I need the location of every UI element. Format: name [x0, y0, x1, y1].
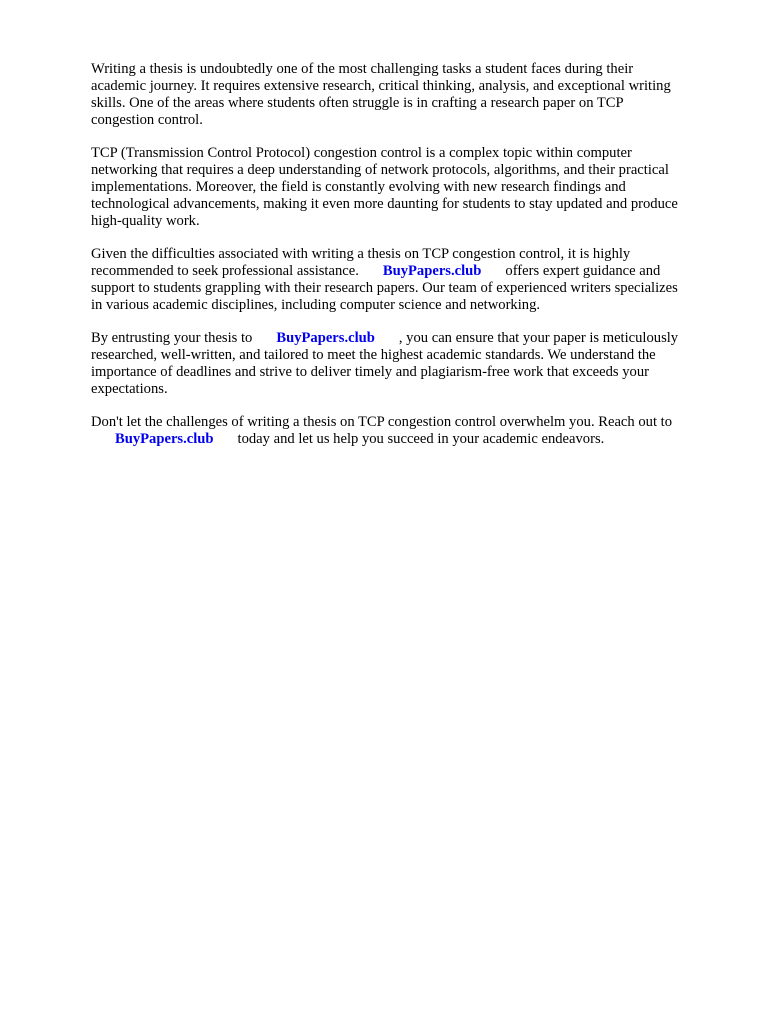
- text-line: Don't let the challenges of writing a thesis on TCP congestion control overwhelm you. Reach out to: [91, 414, 672, 430]
- text-segment: recommended to seek professional assistance.: [91, 263, 359, 279]
- text-line: skills. One of the areas where students often struggle is in crafting a research paper on TCP: [91, 95, 624, 111]
- text-line: researched, well-written, and tailored to meet the highest academic standards. We understand the: [91, 347, 656, 363]
- text-line: high-quality work.: [91, 213, 200, 229]
- text-line: [91, 330, 721, 347]
- text-line: TCP (Transmission Control Protocol) congestion control is a complex topic within computer: [91, 145, 632, 161]
- text-line: implementations. Moreover, the field is constantly evolving with new research findings and: [91, 179, 626, 195]
- text-segment: offers expert guidance and: [505, 263, 661, 279]
- text-line: congestion control.: [91, 112, 203, 128]
- text-line: academic journey. It requires extensive research, critical thinking, analysis, and exceptional writing: [91, 78, 671, 94]
- document-body: [91, 61, 721, 464]
- text-line: in various academic disciplines, including computer science and networking.: [91, 297, 541, 313]
- text-line: importance of deadlines and strive to deliver timely and plagiarism-free work that exceeds your: [91, 364, 650, 380]
- text-segment: today and let us help you succeed in your academic endeavors.: [237, 431, 605, 447]
- text-line: technological advancements, making it even more daunting for students to stay updated and produce: [91, 196, 678, 212]
- buypapers-link[interactable]: BuyPapers.club: [382, 263, 482, 279]
- text-line: [91, 431, 721, 448]
- text-line: networking that requires a deep understanding of network protocols, algorithms, and their practical: [91, 162, 669, 178]
- paragraph-intro: [91, 61, 721, 129]
- buypapers-link[interactable]: BuyPapers.club: [276, 330, 375, 346]
- paragraph-assistance: [91, 246, 721, 314]
- text-line: [91, 263, 721, 280]
- text-line: Writing a thesis is undoubtedly one of the most challenging tasks a student faces during their: [91, 61, 634, 77]
- text-segment: , you can ensure that your paper is meticulously: [398, 330, 679, 346]
- paragraph-call-to-action: [91, 414, 721, 448]
- text-line: Given the difficulties associated with writing a thesis on TCP congestion control, it is highly: [91, 246, 631, 262]
- paragraph-entrusting: [91, 330, 721, 398]
- buypapers-link[interactable]: BuyPapers.club: [115, 431, 214, 447]
- text-line: expectations.: [91, 381, 168, 397]
- text-segment: By entrusting your thesis to: [91, 330, 253, 346]
- text-line: support to students grappling with their research papers. Our team of experienced writers specializes: [91, 280, 678, 296]
- paragraph-tcp-overview: [91, 145, 721, 230]
